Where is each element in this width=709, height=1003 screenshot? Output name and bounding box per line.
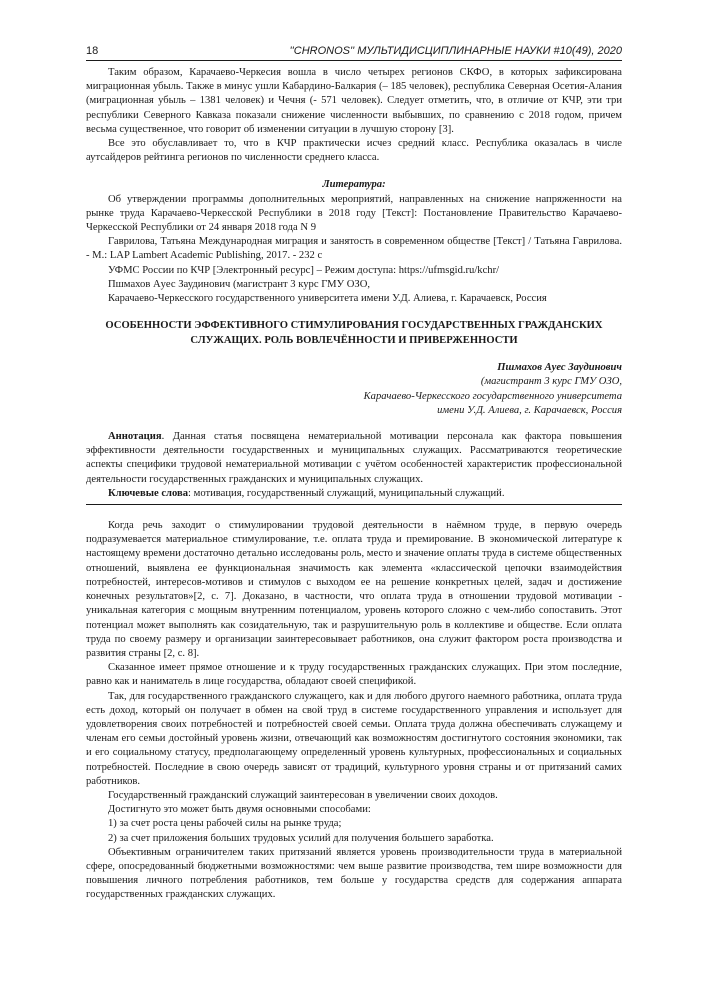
affiliation-line-1: (магистрант 3 курс ГМУ ОЗО, <box>480 376 622 388</box>
abstract-label: Аннотация <box>108 431 162 443</box>
reference-item-5: Карачаево-Черкесского государственного университета имени У.Д. Алиева, г. Карачаевск, Россия <box>108 293 547 305</box>
article-body <box>86 519 622 902</box>
author-block <box>86 361 622 418</box>
keywords-divider <box>86 504 622 505</box>
body-paragraph-1: Когда речь заходит о стимулировании трудовой деятельности в наёмном труде, в первую очередь подразумевается материальное стимулирование, т.е. оплата труда и премирование. В экономической литературе к настоящему времени достаточно детально исследованы роль, место и значение оплаты труда в системе общественных отношений, выявлена ее функциональная значимость как элемента «классической цепочки взаимодействия потребностей, интересов-мотивов и стимулов с выходом ее на решение конкретных целей, задач и достижение конечных результатов»[2, с. 7]. Доказано, в частности, что оплата труда в отношении трудовой мотивации - уникальная категория с мощным внутренним потенциалом, уровень которого сложно с чем-либо сопоставить. Этот потенциал может выполнять как созидательную, так и разрушительную роль в коллективе и обществе. Если оплата труда по своему размеру и организации заинтересовывает работников, она служит фактором роста производства и развития страны [2, с. 8]. <box>86 520 622 659</box>
body-list-item-2: 2) за счет приложения больших трудовых усилий для получения большего заработка. <box>108 832 494 844</box>
body-paragraph-6: Объективным ограничителем таких притязаний является уровень производительности труда в материальной сфере, опосредованный бюджетными возможностями: чем выше развитие производства, тем шире возможности для повышения личного потребления работников, тем больше у государства средств для содержания аппарата государственных гражданских служащих. <box>86 846 622 901</box>
intro-paragraph-2: Все это обуславливает то, что в КЧР практически исчез средний класс. Республика оказалась в числе аутсайдеров рейтинга регионов по численности среднего класса. <box>86 138 622 164</box>
journal-title: ''CHRONOS'' МУЛЬТИДИСЦИПЛИНАРНЫЕ НАУКИ #10(49), 2020 <box>289 45 622 57</box>
references-title: Литература: <box>322 179 386 191</box>
reference-item-2: Гаврилова, Татьяна Международная миграция и занятость в современном обществе [Текст] / Татьяна Гаврилова. - М.: LAP Lambert Academic Publishing, 2017. - 232 с <box>86 236 622 262</box>
keywords <box>86 487 622 501</box>
running-header <box>86 44 622 58</box>
keywords-text: : мотивация, государственный служащий, муниципальный служащий. <box>188 487 505 499</box>
abstract <box>86 430 622 487</box>
body-paragraph-3: Так, для государственного гражданского служащего, как и для любого другого наемного работника, оплата труда есть доход, который он получает в обмен на свой труд в системе государственного управления и использует для удовлетворения своих потребностей и потребностей своей семьи. Оплата труда должна обеспечивать служащему и членам его семьи достойный уровень жизни, отвечающий как возможностям достигнутого состояния экономики, так и его социальному статусу, предполагающему определенный уровень культурных, профессиональных и социальных потребностей. Последние в свою очередь зависят от традиций, культурного уровня страны и от притязаний самих работников. <box>86 690 622 787</box>
page-number: 18 <box>86 45 99 57</box>
body-list-item-1: 1) за счет роста цены рабочей силы на рынке труда; <box>108 818 342 830</box>
body-paragraph-4: Государственный гражданский служащий заинтересован в увеличении своих доходов. <box>108 789 498 801</box>
author-name: Пшмахов Аyес Заудинович <box>497 362 622 374</box>
reference-item-1: Об утверждении программы дополнительных мероприятий, направленных на снижение напряженности на рынке труда Карачаево-Черкесской Республики в 2018 году [Текст]: Постановление Правительство Карачаево-Черкесской Республики от 24 января 2018 года N 9 <box>86 193 622 234</box>
body-paragraph-2: Сказанное имеет прямое отношение и к труду государственных гражданских служащих. При этом последние, равно как и наниматель в лице государства, обладают своей спецификой. <box>86 662 622 688</box>
abstract-text: . Данная статья посвящена нематериальной мотивации персонала как фактора повышения эффективности деятельности государственных и муниципальных служащих. Рассматриваются теоретические аспекты специфики трудовой нематериальной мотивации с учётом особенностей характеристик профессиональной деятельности государственных гражданских и муниципальных служащих. <box>86 431 622 485</box>
reference-item-4: Пшмахов Аyес Заудинович (магистрант 3 курс ГМУ ОЗО, <box>108 278 370 290</box>
keywords-label: Ключевые слова <box>108 487 189 499</box>
reference-item-3: УФМС России по КЧР [Электронный ресурс] – Режим доступа: https://ufmsgid.ru/kchr/ <box>108 264 500 276</box>
article-title: ОСОБЕННОСТИ ЭФФЕКТИВНОГО СТИМУЛИРОВАНИЯ ГОСУДАРСТВЕННЫХ ГРАЖДАНСКИХ СЛУЖАЩИХ. РОЛЬ ВОВЛЕЧЁННОСТИ И ПРИВЕРЖЕННОСТИ <box>105 320 603 347</box>
page-content <box>86 66 622 903</box>
header-divider <box>86 60 622 61</box>
body-paragraph-5: Достигнуто это может быть двумя основными способами: <box>108 804 371 816</box>
intro-paragraph-1: Таким образом, Карачаево-Черкесия вошла в число четырех регионов СКФО, в которых зафиксирована миграционная убыль. Также в минус ушли Кабардино-Балкария (– 185 человек), республика Северная Осетия-Алания (миграционная убыль – 1381 человек) и Чечня (- 571 человек). Следует отметить, что, в отличие от КЧР, эти три республики Северного Кавказа показали снижение численности выбывших, по сравнению с 2018 годом, причем весьма существенное, что говорит об изменении ситуации в лучшую сторону [3]. <box>86 67 622 135</box>
affiliation-line-3: имени У.Д. Алиева, г. Карачаевск, Россия <box>437 404 622 416</box>
affiliation-line-2: Карачаево-Черкесского государственного университета <box>363 390 622 402</box>
